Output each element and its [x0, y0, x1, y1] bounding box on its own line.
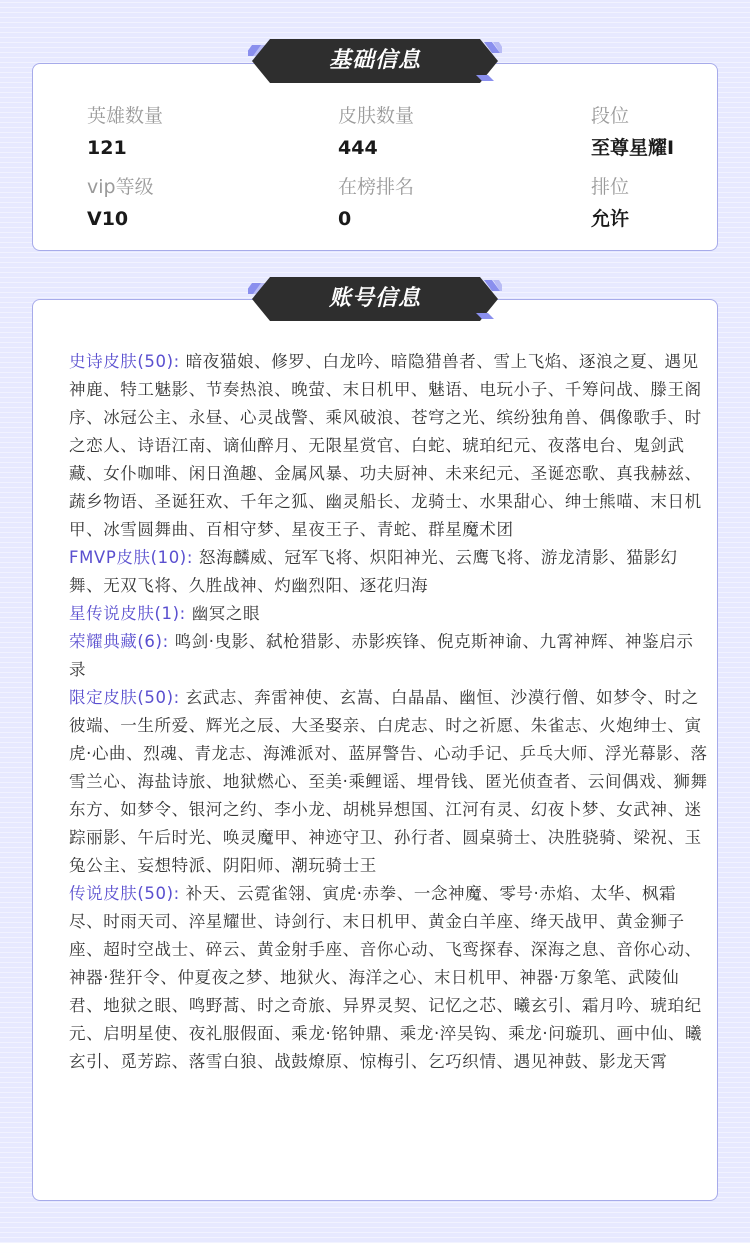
skin-category-label: 史诗皮肤(50):	[69, 352, 180, 371]
stat-label: 段位	[591, 105, 630, 127]
stat-label: vip等级	[87, 176, 154, 198]
stat-label: 皮肤数量	[338, 105, 415, 127]
basic-info-card	[32, 63, 718, 251]
skin-group-legend	[69, 880, 709, 1076]
stat-label: 在榜排名	[338, 176, 415, 198]
skin-category-label: 传说皮肤(50):	[69, 884, 180, 903]
stat-value: 444	[338, 137, 378, 159]
skin-category-label: 荣耀典藏(6):	[69, 632, 169, 651]
stat-leaderboard-rank	[338, 175, 414, 231]
skin-category-label: FMVP皮肤(10):	[69, 548, 193, 567]
skin-group-epic	[69, 348, 709, 544]
stat-value: 0	[338, 208, 352, 230]
skin-items: 玄武志、奔雷神使、玄嵩、白晶晶、幽恒、沙漠行僧、如梦令、时之彼端、一生所爱、辉光之辰、大圣娶亲、白虎志、时之祈愿、朱雀志、火炮绅士、寅虎·心曲、烈魂、青龙志、海滩派对、蓝屏警告、心动手记、乒乓大师、浮光幕影、落雪兰心、海盐诗旅、地狱燃心、至美·乘鲤谣、埋骨钱、匿光侦查者、云间偶戏、狮舞东方、如梦令、银河之约、李小龙、胡桃异想国、江河有灵、幻夜卜梦、女武神、迷踪丽影、午后时光、唤灵魔甲、神迹守卫、孙行者、圆桌骑士、决胜骁骑、梁祝、玉兔公主、妄想特派、阴阳师、潮玩骑士王	[69, 688, 708, 875]
account-info-card	[32, 299, 718, 1201]
stat-hero-count	[87, 104, 163, 160]
stat-value: 至尊星耀I	[591, 137, 675, 159]
skin-items: 怒海麟威、冠军飞将、炽阳神光、云鹰飞将、游龙清影、猫影幻舞、无双飞将、久胜战神、灼幽烈阳、逐花归海	[69, 548, 678, 595]
stat-value: 允许	[591, 208, 630, 230]
basic-info-banner	[248, 39, 502, 83]
skin-items: 暗夜猫娘、修罗、白龙吟、暗隐猎兽者、雪上飞焰、逐浪之夏、遇见神鹿、特工魅影、节奏热浪、晚萤、末日机甲、魅语、电玩小子、千筹问战、滕王阁序、冰冠公主、永昼、心灵战警、乘风破浪、苍穹之光、缤纷独角兽、偶像歌手、时之恋人、诗语江南、谪仙醉月、无限星赏官、白蛇、琥珀纪元、夜落电台、鬼剑武藏、女仆咖啡、闲日渔趣、金属风暴、功夫厨神、未来纪元、圣诞恋歌、真我赫兹、蔬乡物语、圣诞狂欢、千年之狐、幽灵船长、龙骑士、水果甜心、绅士熊喵、末日机甲、冰雪圆舞曲、百相守梦、星夜王子、青蛇、群星魔术团	[69, 352, 702, 539]
account-info-title: 账号信息	[328, 286, 421, 311]
stat-label: 英雄数量	[87, 105, 164, 127]
skin-group-limited	[69, 684, 709, 880]
skin-list	[69, 348, 709, 1076]
skin-group-fmvp	[69, 544, 709, 600]
stat-ranked-allowed	[591, 175, 629, 231]
stat-label: 排位	[591, 176, 630, 198]
skin-group-star-legend	[69, 600, 709, 628]
skin-group-glory-collection	[69, 628, 709, 684]
stat-value: V10	[87, 208, 129, 230]
basic-info-title: 基础信息	[328, 48, 421, 73]
stat-vip-level	[87, 175, 154, 231]
stat-value: 121	[87, 137, 127, 159]
skin-category-label: 星传说皮肤(1):	[69, 604, 186, 623]
stat-skin-count	[338, 104, 414, 160]
stat-rank-tier	[591, 104, 674, 160]
skin-category-label: 限定皮肤(50):	[69, 688, 180, 707]
skin-items: 鸣剑·曳影、弑枪猎影、赤影疾锋、倪克斯神谕、九霄神辉、神鉴启示录	[69, 632, 694, 679]
skin-items: 幽冥之眼	[191, 604, 261, 623]
account-info-banner	[248, 277, 502, 321]
skin-items: 补天、云霓雀翎、寅虎·赤拳、一念神魔、零号·赤焰、太华、枫霜尽、时雨天司、淬星耀世、诗剑行、末日机甲、黄金白羊座、绛天战甲、黄金狮子座、超时空战士、碎云、黄金射手座、音你心动、飞鸾探春、深海之息、音你心动、神器·狴犴令、仲夏夜之梦、地狱火、海洋之心、末日机甲、神器·万象笔、武陵仙君、地狱之眼、鸣野蒿、时之奇旅、异界灵契、记忆之芯、曦玄引、霜月吟、琥珀纪元、启明星使、夜礼服假面、乘龙·铭钟鼎、乘龙·淬吴钩、乘龙·问璇玑、画中仙、曦玄引、觅芳踪、落雪白狼、战鼓燎原、惊梅引、乞巧织情、遇见神鼓、影龙天霄	[69, 884, 703, 1071]
